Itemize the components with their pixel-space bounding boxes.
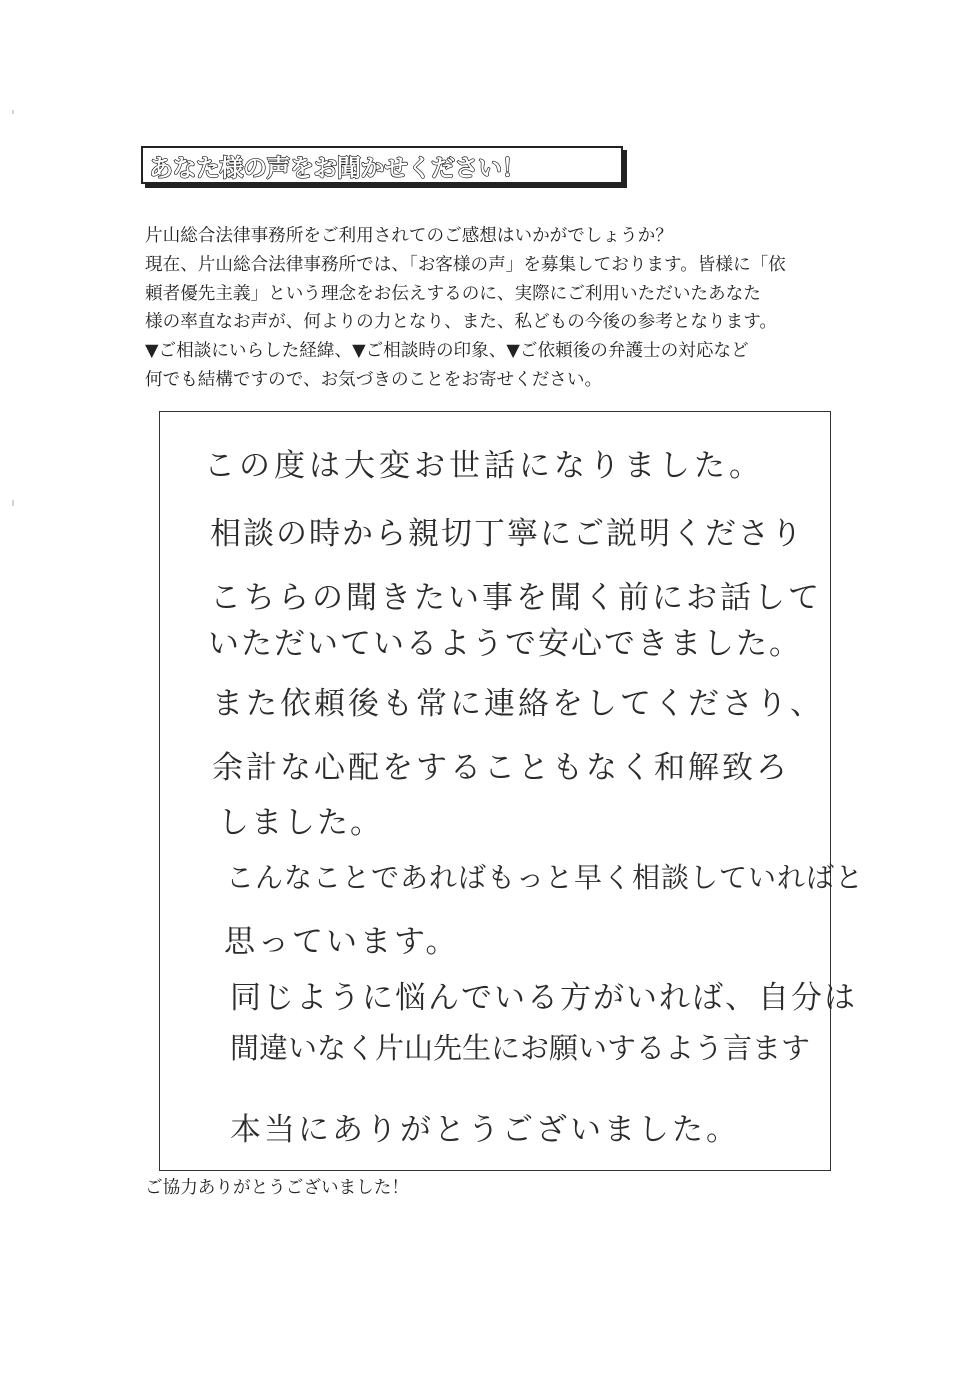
handwritten-line: 相談の時から親切丁寧にご説明くださり bbox=[210, 516, 804, 552]
heading-box bbox=[141, 146, 623, 184]
handwritten-line: 同じように悩んでいる方がいれば、自分は bbox=[230, 980, 857, 1016]
footer-thanks: ご協力ありがとうございました！ bbox=[145, 1178, 409, 1198]
page-title: あなた様の声をお聞かせください！ bbox=[149, 153, 525, 182]
handwritten-letter-box bbox=[159, 411, 865, 1171]
scan-artifact-top bbox=[12, 110, 14, 114]
handwritten-line: 余計な心配をすることもなく和解致ろ bbox=[212, 750, 790, 786]
intro-line: 頼者優先主義」という理念をお伝えするのに、実際にご利用いただいたあなた bbox=[145, 283, 761, 304]
intro-line: ▼ご相談にいらした経緯、▼ご相談時の印象、▼ご依頼後の弁護士の対応など bbox=[145, 341, 749, 362]
intro-line: 何でも結構ですので、お気づきのことをお寄せください。 bbox=[145, 369, 603, 390]
handwritten-line: こんなことであればもっと早く相談していればと bbox=[226, 861, 865, 894]
handwritten-line: こちらの聞きたい事を聞く前にお話して bbox=[210, 580, 822, 616]
intro-line: 片山総合法律事務所をご利用されてのご感想はいかがでしょうか？ bbox=[145, 226, 673, 246]
handwritten-line: また依頼後も常に連絡をしてくださり、 bbox=[212, 686, 824, 722]
handwritten-line: いただいているようで安心できました。 bbox=[208, 626, 802, 662]
handwritten-comment bbox=[160, 412, 865, 1170]
intro-line: 現在、片山総合法律事務所では、「お客様の声」を募集しております。皆様に「依 bbox=[145, 254, 786, 275]
scan-artifact-mid bbox=[12, 500, 14, 506]
handwritten-line: この度は大変お世話になりました。 bbox=[204, 448, 764, 484]
intro-paragraph bbox=[145, 222, 845, 395]
handwritten-line: 本当にありがとうございました。 bbox=[230, 1112, 740, 1148]
handwritten-line: 思っています。 bbox=[224, 924, 460, 960]
handwritten-line: 間違いなく片山先生にお願いするよう言ます bbox=[230, 1031, 811, 1065]
intro-line: 様の率直なお声が、何よりの力となり、また、私どもの今後の参考となります。 bbox=[145, 312, 777, 333]
handwritten-line: しました。 bbox=[218, 805, 383, 841]
